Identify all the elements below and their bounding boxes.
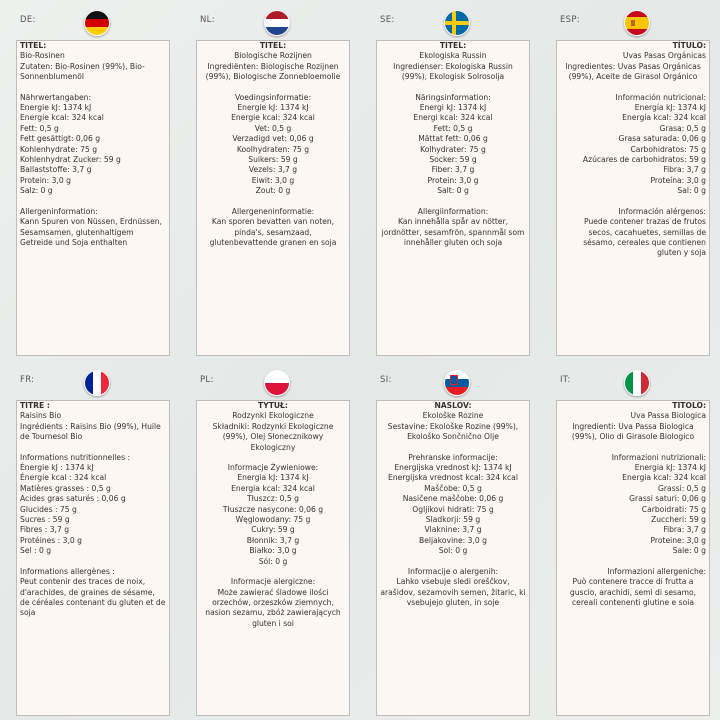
nutrition-header: Näringsinformation: [415,92,491,102]
allergen-info: Kann Spuren von Nüssen, Erdnüssen, Sesamsamen, glutenhaltigem Getreide und Soja enthalten [20,217,165,247]
nutrition-item: Energijska vrednost kcal: 324 kcal [388,473,518,483]
nutrition-item: Energia kJ: 1374 kJ [634,463,706,473]
panel-header [180,0,360,40]
allergen-info: Może zawierać śladowe ilości orzechów, orzeszków ziemnych, nasion sezamu, zbóż zawierających gluten i soi [205,587,344,628]
title-label: TÍTULO: [672,41,706,50]
poland-flag-icon [264,370,290,396]
panel-nl [180,0,360,360]
language-code: SI: [380,375,392,385]
sweden-flag-icon [444,10,470,36]
ingredients: Ingredienser: Ekologiska Russin (99%), Ekologisk Solrosolja [393,61,516,82]
language-code: FR: [20,375,35,385]
label-card [196,400,350,716]
allergen-header: Allergiinformation: [417,206,489,216]
nutrition-header: Voedingsinformatie: [234,92,312,102]
allergen-header: Informacje alergiczne: [230,577,316,587]
nutrition-item: Koolhydraten: 75 g [236,144,310,154]
nutrition-item: Kolhydrater: 75 g [420,144,486,154]
product-title: Uvas Pasas Orgánicas [622,51,706,61]
slovenia-flag-icon [444,370,470,396]
nutrition-item: Sale: 0 g [672,546,706,556]
allergen-info: Kan innehålla spår av nötter, jordnötter, sesamfrön, spannmål som innehåller gluten och soja [381,217,527,247]
title-label: TITRE : [20,401,50,410]
nutrition-item: Verzadigd vet: 0,06 g [232,134,314,144]
panel-it [540,360,720,720]
nutrition-item: Proteína: 3,0 g [650,175,706,185]
nutrition-item: Azúcares de carbohidratos: 59 g [582,155,706,165]
ingredients: Zutaten: Bio-Rosinen (99%), Bio-Sonnenblumenöl [20,61,145,82]
title-label: TITEL: [439,41,467,50]
ingredients: Ingredientes: Uvas Pasas Orgánicas (99%), Aceite de Girasol Orgánico [565,61,704,82]
nutrition-item: Énergie kJ : 1374 kJ [20,463,94,473]
nutrition-item: Energie kcal: 324 kcal [231,113,315,123]
product-title: Rodzynki Ekologiczne [232,411,314,421]
ingredients: Ingredienti: Uva Passa Biologica (99%), Olio di Girasole Biologico [571,421,697,442]
allergen-info: Kan sporen bevatten van noten, pinda's, sesamzaad, glutenbevattende granen en soja [209,217,337,247]
title-label: TYTUŁ: [258,401,288,410]
nutrition-item: Kohlenhydrate: 75 g [20,144,98,154]
nutrition-item: Grassi saturi: 0,06 g [629,494,706,504]
nutrition-item: Fett: 0,5 g [20,123,59,133]
nutrition-item: Energi kcal: 324 kcal [413,113,493,123]
germany-flag-icon [84,10,110,36]
label-card [376,40,530,356]
nutrition-item: Suikers: 59 g [248,155,298,165]
label-card [16,400,170,716]
label-card [196,40,350,356]
nutrition-item: Proteine: 3,0 g [650,535,706,545]
nutrition-item: Glucides : 75 g [20,504,77,514]
nutrition-item: Carboidrati: 75 g [641,504,706,514]
nutrition-item: Zuccheri: 59 g [651,515,706,525]
italy-flag-icon [624,370,650,396]
nutrition-item: Energie kcal: 324 kcal [20,113,104,123]
nutrition-header: Informations nutritionnelles : [20,452,131,462]
nutrition-item: Socker: 59 g [429,155,477,165]
product-title: Bio-Rosinen [20,51,65,61]
nutrition-item: Sól: 0 g [258,556,288,566]
nutrition-item: Sucres : 59 g [20,515,70,525]
nutrition-item: Carbohidratos: 75 g [630,144,706,154]
nutrition-item: Energie kJ: 1374 kJ [20,103,92,113]
nutrition-header: Informazioni nutrizionali: [611,452,706,462]
allergen-header: Informazioni allergeniche: [607,566,706,576]
nutrition-item: Błonnik: 3,7 g [246,535,300,545]
language-code: PL: [200,375,214,385]
nutrition-item: Matières grasses : 0,5 g [20,483,111,493]
nutrition-item: Vlaknine: 3,7 g [424,525,482,535]
title-label: TITEL: [20,41,47,50]
nutrition-item: Cukry: 59 g [251,525,295,535]
allergen-header: Allergeninformation: [20,206,98,216]
france-flag-icon [84,370,110,396]
nutrition-item: Protein: 3,0 g [427,175,479,185]
panel-esp [540,0,720,360]
allergen-info: Lahko vsebuje sledi oreščkov, arašidov, sezamovih semen, žitaric, ki vsebujejo gluten, in soje [380,577,529,607]
allergen-header: Allergeneninformatie: [231,206,315,216]
allergen-info: Può contenere tracce di frutta a guscio, arachidi, semi di sesamo, cereali contenenti glutine e soia [569,577,699,607]
nutrition-item: Energía kcal: 324 kcal [622,113,706,123]
language-code: IT: [560,375,571,385]
nutrition-item: Beljakovine: 3,0 g [419,535,487,545]
allergen-header: Informacije o alergenih: [407,566,499,576]
nutrition-item: Zout: 0 g [255,186,291,196]
nutrition-item: Protéines : 3,0 g [20,535,82,545]
nutrition-header: Prehranske informacije: [408,452,498,462]
nutrition-item: Mättat fett: 0,06 g [418,134,488,144]
nutrition-item: Salt: 0 g [437,186,469,196]
title-label: TITEL: [259,41,287,50]
allergen-header: Informations allergènes : [20,566,115,576]
title-label: TITOLO: [672,401,706,410]
ingredients: Ingrediënten: Biologische Rozijnen (99%), Biologische Zonnebloemolie [205,61,341,82]
nutrition-item: Ballaststoffe: 3,7 g [20,165,92,175]
panel-header [540,0,720,40]
nutrition-item: Grasa saturada: 0,06 g [618,134,706,144]
nutrition-item: Fibra: 3,7 g [663,165,706,175]
nutrition-item: Fett: 0,5 g [433,123,473,133]
allergen-header: Información alérgenos: [618,206,706,216]
nutrition-header: Nährwertangaben: [20,92,92,102]
product-title: Biologische Rozijnen [234,51,312,61]
nutrition-item: Energia kcal: 324 kcal [622,473,706,483]
nutrition-item: Sladkorji: 59 g [425,515,481,525]
nutrition-item: Tłuszcz: 0,5 g [247,494,299,504]
nutrition-item: Vezels: 3,7 g [248,165,298,175]
nutrition-item: Fibres : 3,7 g [20,525,70,535]
panel-pl [180,360,360,720]
nutrition-item: Ogljikovi hidrati: 75 g [412,504,494,514]
panel-header [360,0,540,40]
label-card [16,40,170,356]
panel-header [360,360,540,400]
nutrition-item: Energijska vrednost kJ: 1374 kJ [394,463,512,473]
nutrition-item: Tłuszcze nasycone: 0,06 g [222,504,324,514]
nutrition-item: Sel : 0 g [20,546,52,556]
nutrition-item: Białko: 3,0 g [249,546,297,556]
panel-de [0,0,180,360]
nutrition-item: Eiwit: 3,0 g [251,175,295,185]
panel-header [0,360,180,400]
allergen-info: Peut contenir des traces de noix, d'arachides, de graines de sésame, de céréales contenant du gluten et de soja [20,577,168,618]
panel-header [540,360,720,400]
nutrition-item: Sol: 0 g [438,546,468,556]
product-title: Uva Passa Biologica [630,411,706,421]
ingredients: Składniki: Rodzynki Ekologiczne (99%), Olej Słonecznikowy Ekologiczny [212,421,336,452]
ingredients: Sestavine: Ekološke Rozine (99%), Ekološko Sončnično Olje [387,421,521,442]
nutrition-item: Salz: 0 g [20,186,53,196]
panel-fr [0,360,180,720]
language-code: ESP: [560,15,580,25]
title-label: NASLOV: [434,401,472,410]
nutrition-header: Informacje Żywieniowe: [227,463,319,473]
nutrition-item: Protein: 3,0 g [20,175,71,185]
nutrition-item: Vet: 0,5 g [254,123,292,133]
nutrition-item: Węglowodany: 75 g [235,515,311,525]
language-code: NL: [200,15,215,25]
panel-si [360,360,540,720]
netherlands-flag-icon [264,10,290,36]
label-card [376,400,530,716]
nutrition-item: Fibra: 3,7 g [663,525,706,535]
nutrition-item: Kohlenhydrat Zucker: 59 g [20,155,121,165]
panel-header [0,0,180,40]
nutrition-item: Maščobe: 0,5 g [424,483,482,493]
nutrition-item: Energia kcal: 324 kcal [231,483,315,493]
label-card [556,40,710,356]
nutrition-item: Grasa: 0,5 g [659,123,706,133]
nutrition-item: Grassi: 0,5 g [658,483,706,493]
language-code: SE: [380,15,395,25]
panel-se [360,0,540,360]
nutrition-item: Fiber: 3,7 g [431,165,475,175]
nutrition-header: Información nutricional: [615,92,706,102]
label-card [556,400,710,716]
nutrition-item: Acides gras saturés : 0,06 g [20,494,126,504]
nutrition-item: Sal: 0 g [677,186,706,196]
nutrition-item: Nasičene maščobe: 0,06 g [402,494,504,504]
allergen-info: Puede contener trazas de frutos secos, cacahuetes, semillas de sésamo, cereales que contienen gluten y soja [583,217,709,258]
ingredients: Ingrédients : Raisins Bio (99%), Huile de Tournesol Bio [20,421,164,442]
nutrition-item: Énergie kcal : 324 kcal [20,473,107,483]
panel-header [180,360,360,400]
nutrition-item: Energi kJ: 1374 kJ [419,103,487,113]
nutrition-item: Energia kJ: 1374 kJ [237,473,309,483]
spain-flag-icon [624,10,650,36]
nutrition-item: Fett gesättigt: 0,06 g [20,134,101,144]
language-code: DE: [20,15,36,25]
product-title: Raisins Bio [20,411,62,421]
product-title: Ekološke Rozine [422,411,484,421]
product-title: Ekologiska Russin [419,51,487,61]
nutrition-item: Energía kJ: 1374 kJ [634,103,706,113]
nutrition-item: Energie kJ: 1374 kJ [237,103,309,113]
